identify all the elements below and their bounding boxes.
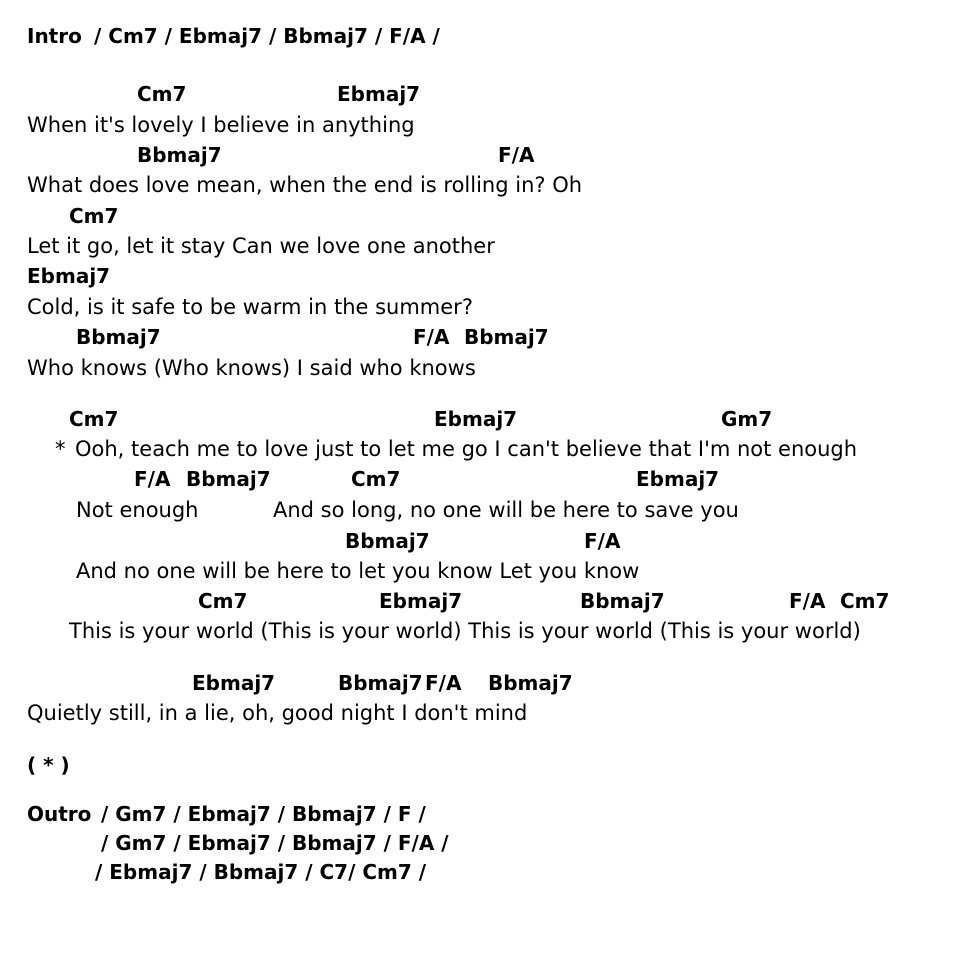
chord: Cm7 <box>840 589 890 613</box>
lyric-line: When it's lovely I believe in anything <box>27 113 415 137</box>
chord: Bbmaj7 <box>488 671 573 695</box>
lyric-line: Quietly still, in a lie, oh, good night I don't mind <box>27 701 528 725</box>
chord: Bbmaj7 <box>137 143 222 167</box>
outro-progression: / Gm7 / Ebmaj7 / Bbmaj7 / F / <box>101 802 426 826</box>
chord: Cm7 <box>69 204 119 228</box>
chord: Ebmaj7 <box>434 407 518 431</box>
chord: Ebmaj7 <box>192 671 276 695</box>
chord: Bbmaj7 <box>464 325 549 349</box>
chord: Ebmaj7 <box>337 82 421 106</box>
lyric-line: Cold, is it safe to be warm in the summer? <box>27 295 473 319</box>
chord: Cm7 <box>69 407 119 431</box>
chord: Ebmaj7 <box>27 264 111 288</box>
repeat-marker: ( * ) <box>27 753 70 777</box>
chord: Bbmaj7 <box>186 467 271 491</box>
chord: Cm7 <box>198 589 248 613</box>
chord: Bbmaj7 <box>345 529 430 553</box>
lyric-line: Not enough <box>76 498 199 522</box>
chord: F/A <box>134 467 171 491</box>
intro-progression: / Cm7 / Ebmaj7 / Bbmaj7 / F/A / <box>94 24 440 48</box>
intro-label: Intro <box>27 24 82 48</box>
lyric-line: This is your world (This is your world) This is your world (This is your world) <box>69 619 861 643</box>
outro-progression: / Gm7 / Ebmaj7 / Bbmaj7 / F/A / <box>101 831 449 855</box>
chord: Bbmaj7 <box>76 325 161 349</box>
chord: Bbmaj7 <box>580 589 665 613</box>
chord: F/A <box>425 671 462 695</box>
chord: Bbmaj7 <box>338 671 423 695</box>
chord: F/A <box>498 143 535 167</box>
lyric-line: Who knows (Who knows) I said who knows <box>27 356 476 380</box>
chord: F/A <box>584 529 621 553</box>
outro-label: Outro <box>27 802 92 826</box>
outro-progression: / Ebmaj7 / Bbmaj7 / C7/ Cm7 / <box>95 860 427 884</box>
chord: F/A <box>413 325 450 349</box>
lyric-line: Ooh, teach me to love just to let me go I can't believe that I'm not enough <box>75 437 858 461</box>
chord: Ebmaj7 <box>636 467 720 491</box>
chorus-marker: * <box>55 437 66 461</box>
chord: Cm7 <box>351 467 401 491</box>
chord: Ebmaj7 <box>379 589 463 613</box>
chord: Gm7 <box>721 407 773 431</box>
chord: F/A <box>789 589 826 613</box>
lyric-line: Let it go, let it stay Can we love one another <box>27 234 495 258</box>
lyric-line: What does love mean, when the end is rolling in? Oh <box>27 173 583 197</box>
lyric-line: And so long, no one will be here to save you <box>273 498 739 522</box>
lyric-line: And no one will be here to let you know Let you know <box>76 559 640 583</box>
chord: Cm7 <box>137 82 187 106</box>
